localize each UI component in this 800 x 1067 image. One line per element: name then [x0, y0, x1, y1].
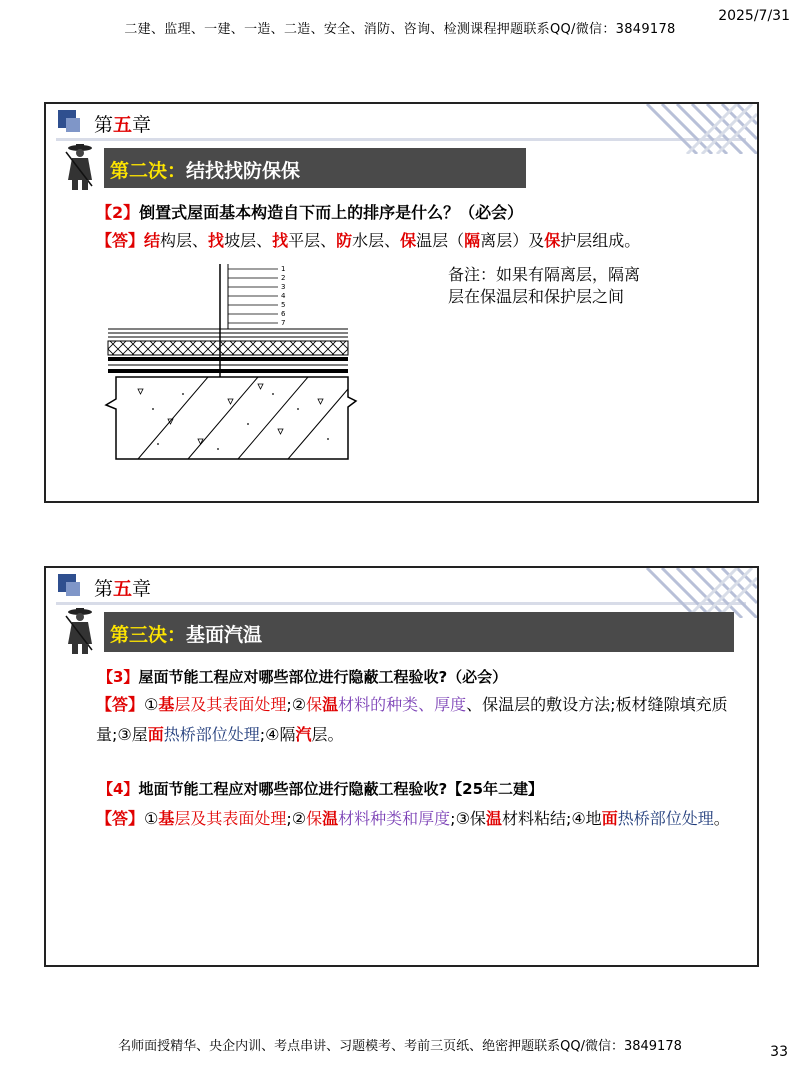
answer-segment: ;④隔: [259, 725, 296, 744]
answer-segment: ;②: [286, 809, 307, 828]
answer-segment: 水层、: [352, 231, 401, 250]
header-ad-text: 二建、监理、一建、一造、二造、安全、消防、咨询、检测课程押题联系QQ/微信：3849178: [124, 22, 676, 37]
banner-text: 基面汽温: [186, 624, 263, 646]
answer-4: [96, 804, 736, 834]
answer-segment: 结: [144, 231, 161, 250]
answer-segment: 保: [306, 695, 323, 714]
layer-label-6: 6: [281, 310, 286, 318]
answer-segment: 温: [322, 695, 339, 714]
answer-segment: 坡层、: [224, 231, 273, 250]
answer-segment: ;③保: [450, 809, 486, 828]
answer-segment: 材料的种类、厚度: [338, 695, 467, 714]
answer-segment: 【答】: [96, 695, 145, 714]
inverted-roof-section-diagram: [98, 259, 368, 484]
banner-label: 第三决：: [110, 624, 187, 646]
answer-segment: 【答】: [96, 231, 145, 250]
question-4: 【4】地面节能工程应对哪些部位进行隐蔽工程验收?【25年二建】: [98, 780, 544, 798]
diagonal-stripes-decoration-icon: [627, 104, 757, 154]
answer-segment: 、保温层的敷设方法;板材缝隙填充质量;③屋: [96, 695, 728, 744]
answer-segment: 热桥部位处理: [163, 725, 260, 744]
answer-segment: 材料种类和厚度: [338, 809, 451, 828]
diagonal-stripes-decoration-icon: [627, 568, 757, 618]
answer-segment: 隔: [464, 231, 481, 250]
question-2: 【2】倒置式屋面基本构造自下而上的排序是什么？（必会）: [96, 203, 524, 222]
chapter-title: 第五章: [94, 114, 152, 136]
answer-segment: 防: [336, 231, 353, 250]
question-3: 【3】屋面节能工程应对哪些部位进行隐蔽工程验收?（必会）: [98, 668, 508, 686]
layer-label-5: 5: [281, 301, 286, 309]
answer-segment: 找: [272, 231, 289, 250]
answer-segment: 层。: [311, 725, 344, 744]
answer-segment: ;②: [286, 695, 307, 714]
answer-segment: 热桥部位处理: [617, 809, 714, 828]
answer-segment: 汽: [295, 725, 312, 744]
chapter-square-icon-light: [66, 582, 80, 596]
answer-segment: 【答】: [96, 809, 145, 828]
answer-segment: 温: [322, 809, 339, 828]
answer-segment: 面: [601, 809, 618, 828]
layer-label-1: 1: [281, 265, 286, 273]
answer-segment: 平层、: [288, 231, 337, 250]
layer-label-7: 7: [281, 319, 286, 327]
note-text: 备注：如果有隔离层，隔离 层在保温层和保护层之间: [448, 265, 641, 306]
page-number: 33: [770, 1044, 788, 1060]
answer-segment: 保: [306, 809, 323, 828]
answer-segment: ①: [144, 809, 159, 828]
banner-label: 第二决：: [110, 160, 187, 182]
answer-2: [96, 226, 640, 256]
chapter-square-icon-light: [66, 118, 80, 132]
slide-chapter5-decision3: [44, 566, 759, 967]
layer-label-3: 3: [281, 283, 286, 291]
banner-text: 结找找防保保: [186, 160, 301, 182]
answer-segment: 面: [147, 725, 164, 744]
answer-segment: 层及其表面处理: [174, 809, 287, 828]
chapter-title: 第五章: [94, 578, 152, 600]
layer-label-4: 4: [281, 292, 286, 300]
decision-banner: [104, 612, 734, 652]
answer-segment: 构层、: [160, 231, 209, 250]
answer-segment: 层及其表面处理: [174, 695, 287, 714]
answer-segment: 基: [158, 695, 175, 714]
footer-ad-text: 名师面授精华、央企内训、考点串讲、习题模考、考前三页纸、绝密押题联系QQ/微信：3849178: [118, 1039, 682, 1054]
answer-segment: 找: [208, 231, 225, 250]
answer-segment: 材料粘结;④地: [501, 809, 602, 828]
answer-segment: 保: [400, 231, 417, 250]
answer-3: [96, 690, 736, 750]
answer-segment: 离层）及: [480, 231, 545, 250]
answer-segment: 保: [544, 231, 561, 250]
slide-chapter5-decision2: [44, 102, 759, 503]
answer-segment: 温: [485, 809, 502, 828]
answer-segment: 基: [158, 809, 175, 828]
answer-segment: ①: [144, 695, 159, 714]
warrior-figure-icon: [62, 142, 98, 192]
warrior-figure-icon: [62, 606, 98, 656]
layer-label-2: 2: [281, 274, 286, 282]
decision-banner: [104, 148, 526, 188]
header-date: 2025/7/31: [718, 8, 790, 24]
answer-segment: 温层（: [416, 231, 465, 250]
answer-segment: 。: [713, 809, 730, 828]
answer-segment: 护层组成。: [560, 231, 641, 250]
